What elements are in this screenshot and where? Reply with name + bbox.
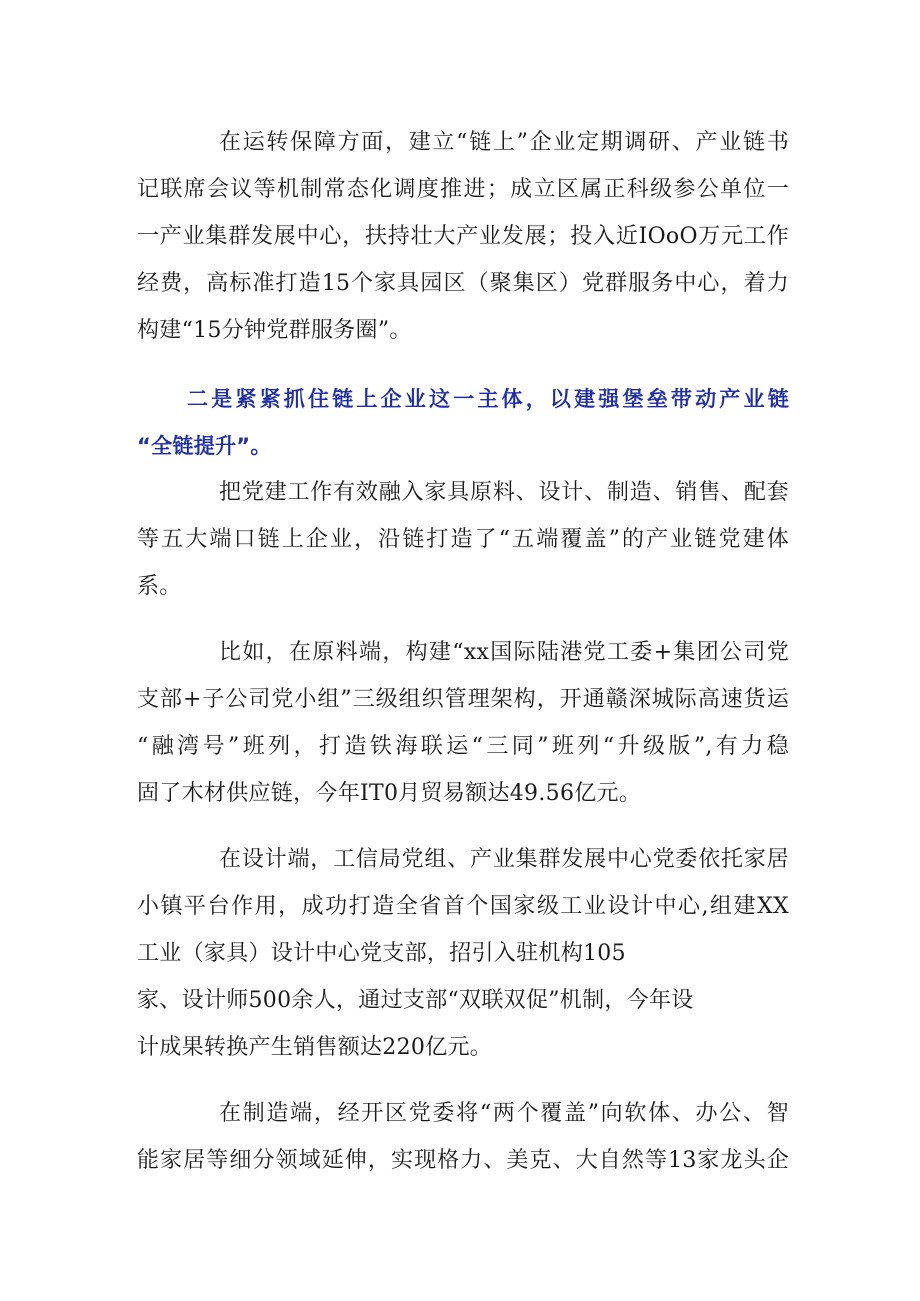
paragraph-line: 工业（家具）设计中心党支部，招引入驻机构105 [137, 941, 626, 966]
paragraph-line: 在制造端，经开区党委将“两个覆盖”向软体、办公、智 [219, 1101, 789, 1126]
paragraph-line: 把党建工作有效融入家具原料、设计、制造、销售、配套 [219, 480, 789, 505]
paragraph-line: 小镇平台作用，成功打造全省首个国家级工业设计中心,组建XX [137, 894, 789, 919]
section-heading: “全链提升”。 [137, 434, 272, 458]
paragraph-line: 家、设计师500余人，通过支部“双联双促”机制，今年设 [137, 988, 694, 1013]
paragraph-line: 一产业集群发展中心，扶持壮大产业发展；投入近IOoO万元工作 [137, 224, 789, 249]
paragraph-line: 能家居等细分领域延伸，实现格力、美克、大自然等13家龙头企 [137, 1148, 789, 1173]
paragraph-line: “融湾号”班列，打造铁海联运“三同”班列“升级版”,有力稳 [137, 734, 789, 759]
paragraph-line: 比如，在原料端，构建“xx国际陆港党工委+集团公司党 [219, 640, 789, 665]
section-heading: 二是紧紧抓住链上企业这一主体，以建强堡垒带动产业链 [187, 387, 789, 411]
paragraph-line: 在设计端，工信局党组、产业集群发展中心党委依托家居 [219, 847, 789, 872]
paragraph-line: 计成果转换产生销售额达220亿元。 [137, 1035, 493, 1060]
paragraph-line: 支部+子公司党小组”三级组织管理架构，开通赣深城际高速货运 [137, 687, 789, 712]
paragraph-line: 经费，高标准打造15个家具园区（聚集区）党群服务中心，着力 [137, 271, 789, 296]
paragraph-line: 构建“15分钟党群服务圈”。 [137, 318, 412, 343]
paragraph-line: 在运转保障方面，建立“链上”企业定期调研、产业链书 [219, 130, 789, 155]
paragraph-line: 系。 [137, 574, 182, 599]
paragraph-line: 记联席会议等机制常态化调度推进；成立区属正科级参公单位一 [137, 177, 789, 202]
paragraph-line: 固了木材供应链，今年IT0月贸易额达49.56亿元。 [137, 781, 642, 806]
paragraph-line: 等五大端口链上企业，沿链打造了“五端覆盖”的产业链党建体 [137, 527, 789, 552]
